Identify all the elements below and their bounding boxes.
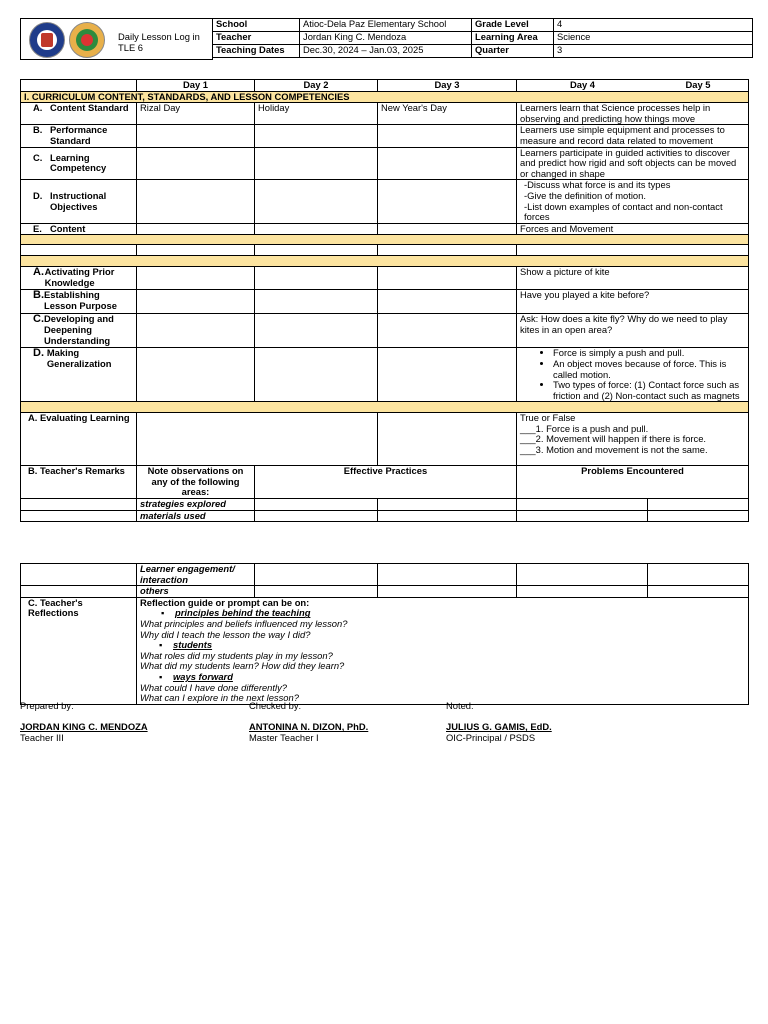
problems-encountered-header: Problems Encountered [517,466,749,499]
table-row [21,586,749,598]
dates-label: Teaching Dates [213,45,300,58]
day2-cell: Holiday [255,103,378,125]
day4-cell: -Discuss what force is and its types -Give the definition of motion. -List down examples of contact and non-contact forces [517,180,749,223]
noted-by: Noted: JULIUS G. GAMIS, EdD. OIC-Principal / PSDS [446,700,552,743]
grade-label: Grade Level [472,19,554,32]
reflection-table [20,563,749,705]
day-4-header: Day 4 Day 5 [517,80,749,92]
list-item: • An object moves because of force. This is called motion. [553,359,745,380]
day1-cell: Rizal Day [137,103,255,125]
header-info-table [212,18,753,58]
table-row [21,413,749,466]
teacher-value: Jordan King C. Mendoza [300,32,472,45]
table-row [21,597,749,704]
others: others [137,586,255,598]
activating-prior-knowledge-label: A. Activating Prior Knowledge [21,267,137,290]
list-item: • Two types of force: (1) Contact force such as friction and (2) Non-contact such as magnets [553,380,745,401]
header-block [20,18,213,60]
evaluating-learning-label: A. Evaluating Learning [21,413,137,466]
day3-cell: New Year's Day [378,103,517,125]
table-row [21,564,749,586]
dates-value: Dec.30, 2024 – Jan.03, 2025 [300,45,472,58]
developing-understanding-label: C. Developing and Deepening Understanding [21,314,137,348]
day4-cell [517,348,749,402]
lesson-table [20,79,749,522]
table-row [21,466,749,499]
learner-engagement: Learner engagement/ interaction [137,564,255,586]
day-3-header: Day 3 [378,80,517,92]
day4-cell: Learners participate in guided activities to discover and predict how rigid and soft objects can be moved or changed in shape [517,147,749,180]
materials-used: materials used [137,510,255,522]
day-1-header: Day 1 [137,80,255,92]
performance-standard-label: B. Performance Standard [21,125,137,147]
day-2-header: Day 2 [255,80,378,92]
day4-cell: Forces and Movement [517,223,749,235]
day4-cell: Learners learn that Science processes help in observing and predicting how things move [517,103,749,125]
table-row [21,125,749,147]
strategies-explored: strategies explored [137,499,255,511]
table-row [21,499,749,511]
teachers-reflections-label: C. Teacher's Reflections [21,597,137,704]
list-item: • Force is simply a push and pull. [553,348,745,359]
establishing-lesson-purpose-label: B. Establishing Lesson Purpose [21,290,137,314]
school-label: School [213,19,300,32]
school-value: Atioc-Dela Paz Elementary School [300,19,472,32]
grade-value: 4 [554,19,753,32]
area-value: Science [554,32,753,45]
learning-competency-label: C. Learning Competency [21,147,137,180]
teachers-remarks-label: B. Teacher's Remarks [21,466,137,499]
table-row [21,103,749,125]
day4-cell: Learners use simple equipment and processes to measure and record data related to movement [517,125,749,147]
table-row [21,314,749,348]
table-row [21,180,749,223]
day-5-header: Day 5 [685,79,711,90]
table-row [21,147,749,180]
quarter-label: Quarter [472,45,554,58]
deped-seal-logo [29,22,65,58]
note-observations: Note observations on any of the following areas: [137,466,255,499]
teacher-label: Teacher [213,32,300,45]
school-seal-logo [69,22,105,58]
quarter-value: 3 [554,45,753,58]
instructional-objectives-label: D. Instructional Objectives [21,180,137,223]
prepared-by: Prepared by: JORDAN KING C. MENDOZA Teacher III [20,700,148,743]
day4-cell: Ask: How does a kite fly? Why do we need to play kites in an open area? [517,314,749,348]
table-row [21,510,749,522]
effective-practices-header: Effective Practices [255,466,517,499]
days-header-row [21,80,749,92]
content-label: E. Content [21,223,137,235]
content-standard-label: A. Content Standard [21,103,137,125]
table-row [21,223,749,235]
table-row [21,348,749,402]
section-1-heading: I. CURRICULUM CONTENT, STANDARDS, AND LESSON COMPETENCIES [21,91,749,103]
table-row [21,267,749,290]
day4-cell: Have you played a kite before? [517,290,749,314]
reflection-guide: Reflection guide or prompt can be on: ▪ principles behind the teaching What principles and beliefs influenced my lesson? Why did I teach the lesson the way I did? ▪ students What roles did my students play in my lesson? What did my students learn? How did they learn? ▪ ways forward What could I have done differently? What can I explore in the next lesson? [137,597,749,704]
day4-cell: True or False ___1. Force is a push and pull. ___2. Movement will happen if there is force. ___3. Motion and movement is not the same. [517,413,749,466]
day4-cell: Show a picture of kite [517,267,749,290]
area-label: Learning Area [472,32,554,45]
making-generalization-label: D. Making Generalization [21,348,137,402]
table-row [21,290,749,314]
log-title: Daily Lesson Log in TLE 6 [118,31,200,53]
checked-by: Checked by: ANTONINA N. DIZON, PhD. Master Teacher I [249,700,369,743]
